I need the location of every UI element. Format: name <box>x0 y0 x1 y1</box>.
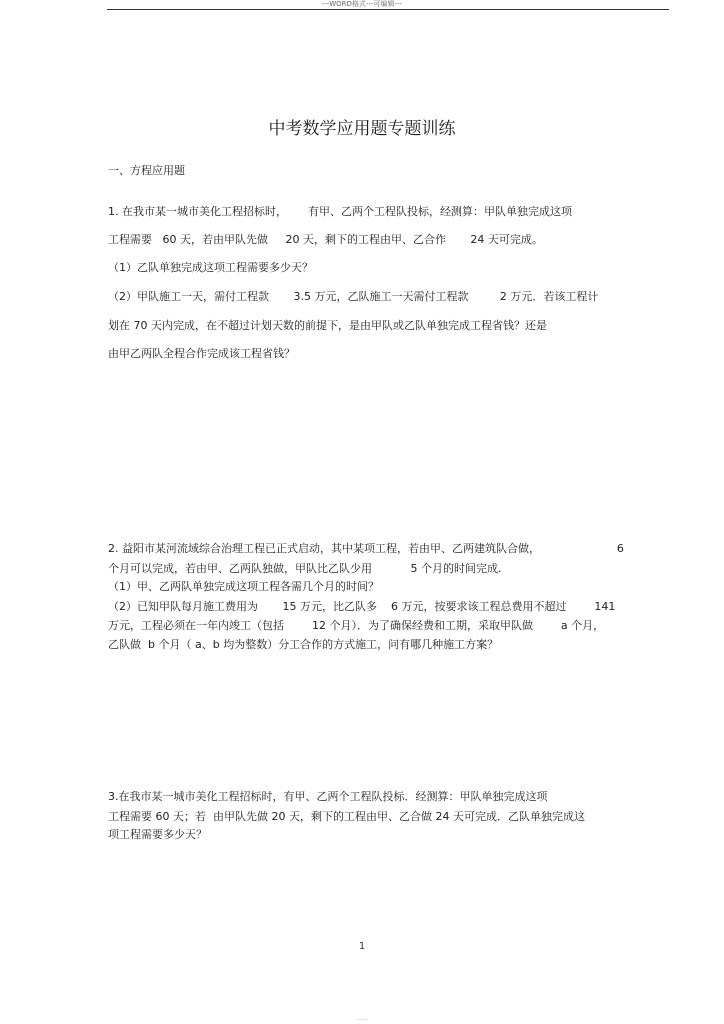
problem3-line: 3.在我市某一城市美化工程招标时，有甲、乙两个工程队投标．经测算：甲队单独完成这项 <box>108 790 548 803</box>
problem1-line: 1. 在我市某一城市美化工程招标时， 有甲、乙两个工程队投标，经测算：甲队单独完成这项 <box>108 205 572 218</box>
page-title: 中考数学应用题专题训练 <box>268 119 456 139</box>
problem2-line: 乙队做 b 个月（ a、b 均为整数）分工合作的方式施工，问有哪几种施工方案？ <box>108 638 499 651</box>
page-footer: ...... <box>356 1015 368 1022</box>
problem1-line: 工程需要 60 天，若由甲队先做 20 天，剩下的工程由甲、乙合作 24 天可完成。 <box>108 233 543 246</box>
page-number: 1 <box>358 941 366 952</box>
problem1-line: 划在 70 天内完成，在不超过计划天数的前提下，是由甲队或乙队单独完成工程省钱？还是 <box>108 319 547 332</box>
problem2-line: 个月可以完成，若由甲、乙两队独做，甲队比乙队少用 5 个月的时间完成. <box>108 562 502 575</box>
section-heading: 一、方程应用题 <box>108 164 185 177</box>
problem2-line: 万元，工程必须在一年内竣工（包括 12 个月）．为了确保经费和工期，采取甲队做 a 个月， <box>108 619 605 632</box>
problem1-line: （2）甲队施工一天，需付工程款 3.5 万元，乙队施工一天需付工程款 2 万元．若该工程计 <box>108 290 599 303</box>
problem3-line: 工程需要 60 天；若 由甲队先做 20 天，剩下的工程由甲、乙合做 24 天可完成．乙队单独完成这 <box>108 810 585 823</box>
header-rule <box>107 9 669 10</box>
page-header: ---WORD格式---可编辑--- <box>321 0 403 8</box>
problem1-line: （1）乙队单独完成这项工程需要多少天？ <box>108 261 313 274</box>
problem2-line: 2. 益阳市某河流域综合治理工程已正式启动，其中某项工程，若由甲、乙两建筑队合做， 6 <box>108 542 624 555</box>
problem2-line: （1）甲、乙两队单独完成这项工程各需几个月的时间？ <box>108 580 379 593</box>
problem3-line: 项工程需要多少天？ <box>108 828 207 841</box>
problem1-line: 由甲乙两队全程合作完成该工程省钱？ <box>108 347 295 360</box>
problem2-line: （2）已知甲队每月施工费用为 15 万元，比乙队多 6 万元，按要求该工程总费用不超过 141 <box>108 600 616 613</box>
